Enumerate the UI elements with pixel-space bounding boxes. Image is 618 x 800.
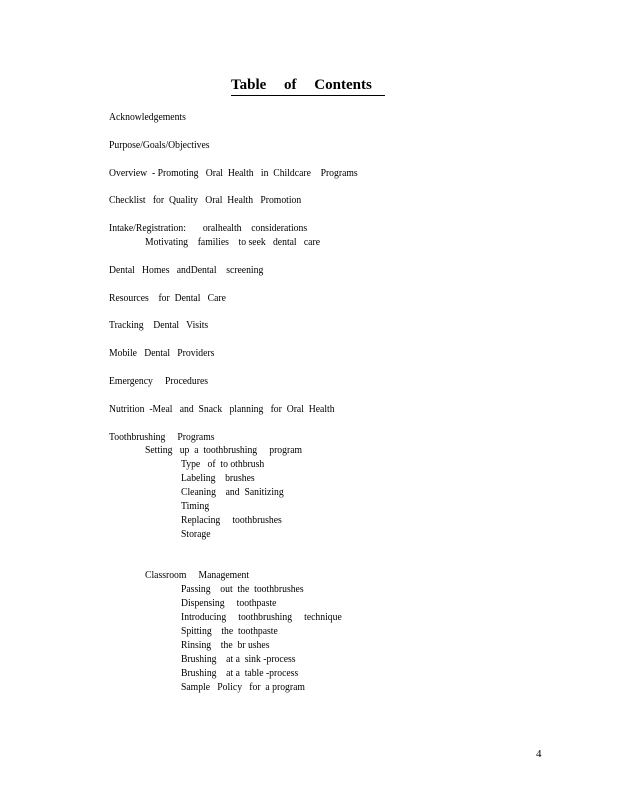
toc-labeling-brushes: Labeling brushes	[181, 472, 255, 484]
toc-timing: Timing	[181, 500, 210, 512]
toc-mobile-dental-providers: Mobile Dental Providers	[109, 347, 215, 359]
toc-overview: Overview - Promoting Oral Health in Childcare Programs	[109, 167, 358, 179]
page-number: 4	[536, 748, 542, 760]
toc-rinsing-brushes: Rinsing the br ushes	[181, 639, 270, 651]
toc-intake-registration: Intake/Registration: oralhealth considerations	[109, 222, 308, 234]
toc-tracking-dental-visits: Tracking Dental Visits	[109, 319, 209, 331]
toc-acknowledgements: Acknowledgements	[109, 111, 186, 123]
toc-spitting-toothpaste: Spitting the toothpaste	[181, 625, 278, 637]
toc-passing-out-toothbrushes: Passing out the toothbrushes	[181, 583, 304, 595]
toc-brushing-sink: Brushing at a sink -process	[181, 653, 296, 665]
toc-replacing-toothbrushes: Replacing toothbrushes	[181, 514, 282, 526]
toc-cleaning-sanitizing: Cleaning and Sanitizing	[181, 486, 284, 498]
toc-introducing-technique: Introducing toothbrushing technique	[181, 611, 342, 623]
toc-type-of-toothbrush: Type of to othbrush	[181, 458, 265, 470]
toc-purpose-goals-objectives: Purpose/Goals/Objectives	[109, 139, 210, 151]
toc-dental-homes: Dental Homes andDental screening	[109, 264, 264, 276]
toc-brushing-table: Brushing at a table -process	[181, 667, 299, 679]
toc-toothbrushing-programs: Toothbrushing Programs	[109, 431, 215, 443]
toc-emergency-procedures: Emergency Procedures	[109, 375, 209, 387]
page-title: Table of Contents	[231, 76, 385, 96]
toc-resources: Resources for Dental Care	[109, 292, 226, 304]
toc-motivating-families: Motivating families to seek dental care	[145, 236, 320, 248]
toc-nutrition: Nutrition -Meal and Snack planning for Oral Health	[109, 403, 335, 415]
toc-dispensing-toothpaste: Dispensing toothpaste	[181, 597, 277, 609]
toc-checklist: Checklist for Quality Oral Health Promotion	[109, 194, 302, 206]
toc-storage: Storage	[181, 528, 211, 540]
toc-sample-policy: Sample Policy for a program	[181, 681, 305, 693]
toc-classroom-management: Classroom Management	[145, 569, 250, 581]
toc-setting-up-program: Setting up a toothbrushing program	[145, 444, 303, 456]
